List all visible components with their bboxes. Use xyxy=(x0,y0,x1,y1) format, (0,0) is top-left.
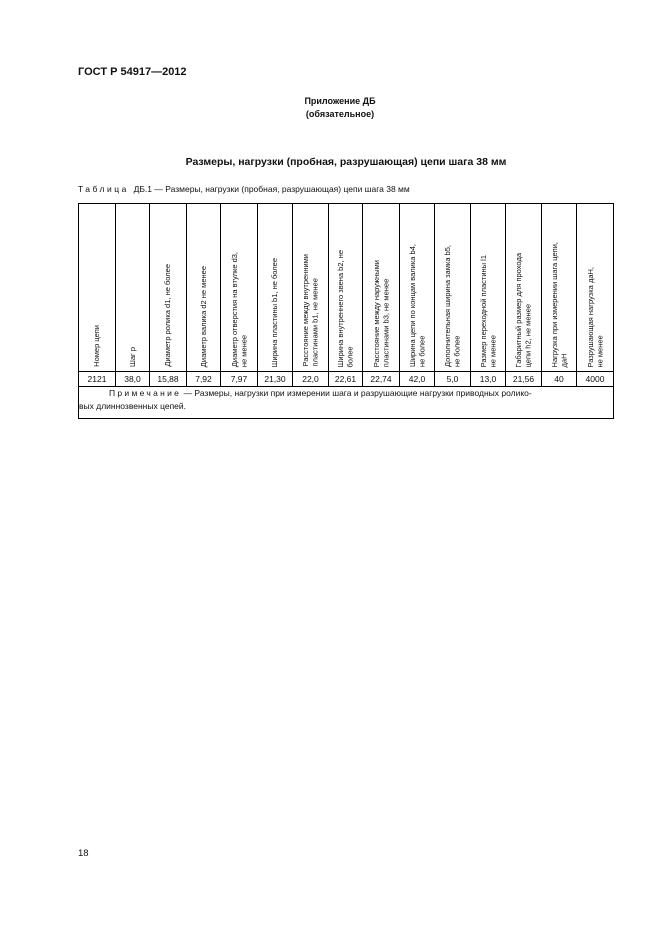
table-cell: 2121 xyxy=(79,372,116,387)
table-caption-label: Таблица xyxy=(78,184,129,194)
page-number: 18 xyxy=(78,848,89,859)
table-row xyxy=(79,372,614,387)
table-caption-text: ДБ.1 — Размеры, нагрузки (пробная, разрушающая) цепи шага 38 мм xyxy=(133,184,410,194)
header-cell: Диаметр валика d2 не менее xyxy=(187,204,221,372)
header-cell: Номер цепи xyxy=(79,204,116,372)
table-cell: 15,88 xyxy=(150,372,187,387)
table-cell: 42,0 xyxy=(400,372,435,387)
header-cell: Диаметр ролика d1, не более xyxy=(150,204,187,372)
header-cell: Дополнительная ширина замка b5, не более xyxy=(435,204,471,372)
table-cell: 5,0 xyxy=(435,372,471,387)
table-cell: 21,30 xyxy=(258,372,293,387)
note-text-continued: вых длиннозвенных цепей. xyxy=(79,401,187,411)
header-cell: Габаритный размер для прохода цепи h2, не менее xyxy=(506,204,542,372)
table-note-row xyxy=(79,387,614,419)
table-cell: 38,0 xyxy=(116,372,150,387)
note-label: Примечание xyxy=(109,388,182,398)
header-cell: Нагрузка при измерении шага цепи, даН xyxy=(542,204,577,372)
table-note xyxy=(79,387,614,419)
dimensions-table xyxy=(78,203,614,419)
standard-code: ГОСТ Р 54917—2012 xyxy=(78,66,187,78)
table-cell: 22,0 xyxy=(293,372,329,387)
table-cell: 22,74 xyxy=(363,372,400,387)
header-cell: Диаметр отверстия на втулке d3, не менее xyxy=(221,204,258,372)
appendix-heading xyxy=(230,95,450,121)
header-cell: Шаг p xyxy=(116,204,150,372)
table-cell: 7,92 xyxy=(187,372,221,387)
header-cell: Разрушающая нагрузка даН, не менее xyxy=(577,204,614,372)
table-cell: 4000 xyxy=(577,372,614,387)
table-cell: 7,97 xyxy=(221,372,258,387)
table-header-row xyxy=(79,204,614,372)
appendix-title: Приложение ДБ xyxy=(304,96,376,106)
table-caption xyxy=(78,184,410,194)
table-cell: 40 xyxy=(542,372,577,387)
header-cell: Ширина внутреннего звена b2, не более xyxy=(329,204,363,372)
header-cell: Размер переходной пластины l1 не менее xyxy=(471,204,506,372)
table-cell: 22,61 xyxy=(329,372,363,387)
header-cell: Расстояние между внутренними пластинами b1, не менее xyxy=(293,204,329,372)
note-text: — Размеры, нагрузки при измерении шага и разрушающие нагрузки приводных ролико- xyxy=(181,388,532,398)
table-cell: 13,0 xyxy=(471,372,506,387)
table-cell: 21,56 xyxy=(506,372,542,387)
section-title: Размеры, нагрузки (пробная, разрушающая) цепи шага 38 мм xyxy=(185,156,507,168)
header-cell: Ширина пластины b1, не более xyxy=(258,204,293,372)
header-cell: Ширина цепи по концам валика b4, не более xyxy=(400,204,435,372)
appendix-status: (обязательное) xyxy=(305,109,375,119)
header-cell: Расстояние между наружными пластинами b3, не менее xyxy=(363,204,400,372)
